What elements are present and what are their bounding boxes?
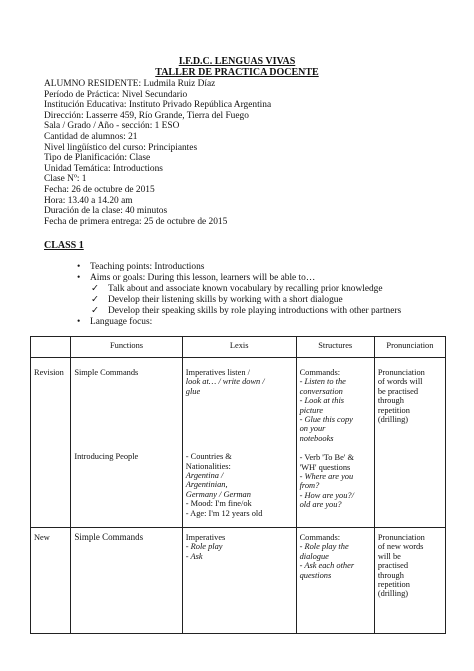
pronunciation-line: repetition [377,405,410,415]
structure-line: - How are you?/ [299,490,354,500]
structure-line: from? [299,481,320,491]
lexis-cell [182,528,296,634]
lexis-line: Nationalities: [185,461,231,471]
lexis-line: look at… / write down / [185,377,265,387]
structure-line: conversation [299,386,343,396]
functions-cell [71,528,182,634]
pronunciation-line: through [377,570,404,580]
table-row-new [31,528,446,634]
structure-line: - Look at this [299,396,345,406]
workshop-title: TALLER DE PRACTICA DOCENTE [155,67,319,78]
structure-line: - Verb 'To Be' & [299,453,354,463]
lexis-line: - Role play [185,542,223,552]
structure-line: - Listen to the [299,377,346,387]
bullet-icon: • [77,273,81,283]
bullet-teaching-points: • Teaching points: Introductions [77,262,205,272]
info-line: Duración de la clase: 40 minutos [44,206,168,217]
stage-cell: Revision [31,358,71,528]
pronunciation-line: repetition [377,580,410,590]
info-line: Fecha: 26 de octubre de 2015 [44,184,155,195]
pronunciation-line: (drilling) [377,415,409,425]
info-line: Institución Educativa: Instituto Privado República Argentina [44,100,272,111]
lexis-line: glue [185,386,201,396]
lexis-cell [182,358,296,528]
structures-cell [296,358,374,528]
structure-line: questions [299,570,332,580]
header-functions: Functions [71,337,182,358]
info-line: ALUMNO RESIDENTE: Ludmila Ruiz Díaz [44,79,216,89]
lexis-line: - Mood: I'm fine/ok [185,499,252,509]
check-icon: ✓ [91,284,99,294]
pronunciation-cell [374,358,445,528]
header-lexis: Lexis [182,337,296,358]
lexis-line: Germany / German [185,489,251,499]
structures-cell [296,528,374,634]
info-line: Período de Práctica: Nivel Secundario [44,89,188,100]
lexis-line: Argentina / [185,471,224,481]
lexis-line: - Age: I'm 12 years old [185,508,263,518]
info-line: Hora: 13.40 a 14.20 am [44,195,133,206]
structure-line: - Ask each other [299,561,355,571]
stage-cell: New [31,528,71,634]
pronunciation-line: Pronunciation [377,368,425,377]
structure-line: Commands: [299,533,341,542]
header-stage [31,337,71,358]
pronunciation-line: be practised [377,386,419,396]
pronunciation-line: of new words [377,542,424,552]
aim-item: ✓ Develop their speaking skills by role playing introductions with other partners [91,306,402,316]
structure-line: 'WH' questions [299,462,351,472]
info-line: Unidad Temática: Introductions [44,163,163,174]
header-pronunciation: Pronunciation [374,337,445,358]
header-structures: Structures [296,337,374,358]
function-item: Simple Commands [74,532,144,542]
table-header-row [31,337,446,358]
pronunciation-line: will be [377,551,401,561]
structure-line: on your [299,424,326,434]
structure-line: notebooks [299,433,334,443]
pronunciation-line: through [377,396,404,406]
class-heading: CLASS 1 [44,240,84,251]
info-line: Nivel lingüístico del curso: Principiantes [44,142,198,153]
structure-line: dialogue [299,551,329,561]
structure-line: - Where are you [299,472,354,482]
pronunciation-line: of words will [377,377,423,387]
functions-cell [71,358,182,528]
bullet-icon: • [77,262,81,272]
lexis-line: Imperatives [185,533,226,542]
info-line: Fecha de primera entrega: 25 de octubre de 2015 [44,216,228,227]
lexis-line: Imperatives listen / [185,368,250,377]
structure-line: picture [299,405,324,415]
structure-line: old are you? [299,500,342,510]
table-row-revision [31,358,446,528]
info-line: Sala / Grado / Año - sección: 1 ESO [44,121,180,132]
lesson-info-block [44,79,271,227]
info-line: Clase Nº: 1 [44,174,87,185]
pronunciation-line: Pronunciation [377,533,425,542]
info-line: Tipo de Planificación: Clase [44,153,151,164]
bullet-icon: • [77,317,81,327]
pronunciation-cell [374,528,445,634]
structure-line: - Role play the [299,542,349,552]
bullet-language-focus: • Language focus: [77,317,153,327]
lesson-table [30,336,446,634]
structure-line: - Glue this copy [299,415,353,425]
function-item: Simple Commands [74,368,139,377]
aim-item: ✓ Talk about and associate known vocabulary by recalling prior knowledge [91,284,383,294]
pronunciation-line: (drilling) [377,589,409,599]
info-line: Cantidad de alumnos: 21 [44,131,138,142]
institution-title: I.F.D.C. LENGUAS VIVAS [178,56,296,67]
lexis-line: - Ask [185,551,203,561]
info-line: Dirección: Lasserre 459, Río Grande, Tierra del Fuego [44,110,249,121]
check-icon: ✓ [91,295,99,305]
structure-line: Commands: [299,368,341,377]
function-item: Introducing People [74,452,139,462]
check-icon: ✓ [91,306,99,316]
lexis-line: Argentinian, [185,480,228,490]
aim-item: ✓ Develop their listening skills by working with a short dialogue [91,295,343,305]
lexis-line: - Countries & [185,452,232,462]
bullet-aims: • Aims or goals: During this lesson, learners will be able to… [77,273,316,283]
pronunciation-line: practised [377,561,409,571]
